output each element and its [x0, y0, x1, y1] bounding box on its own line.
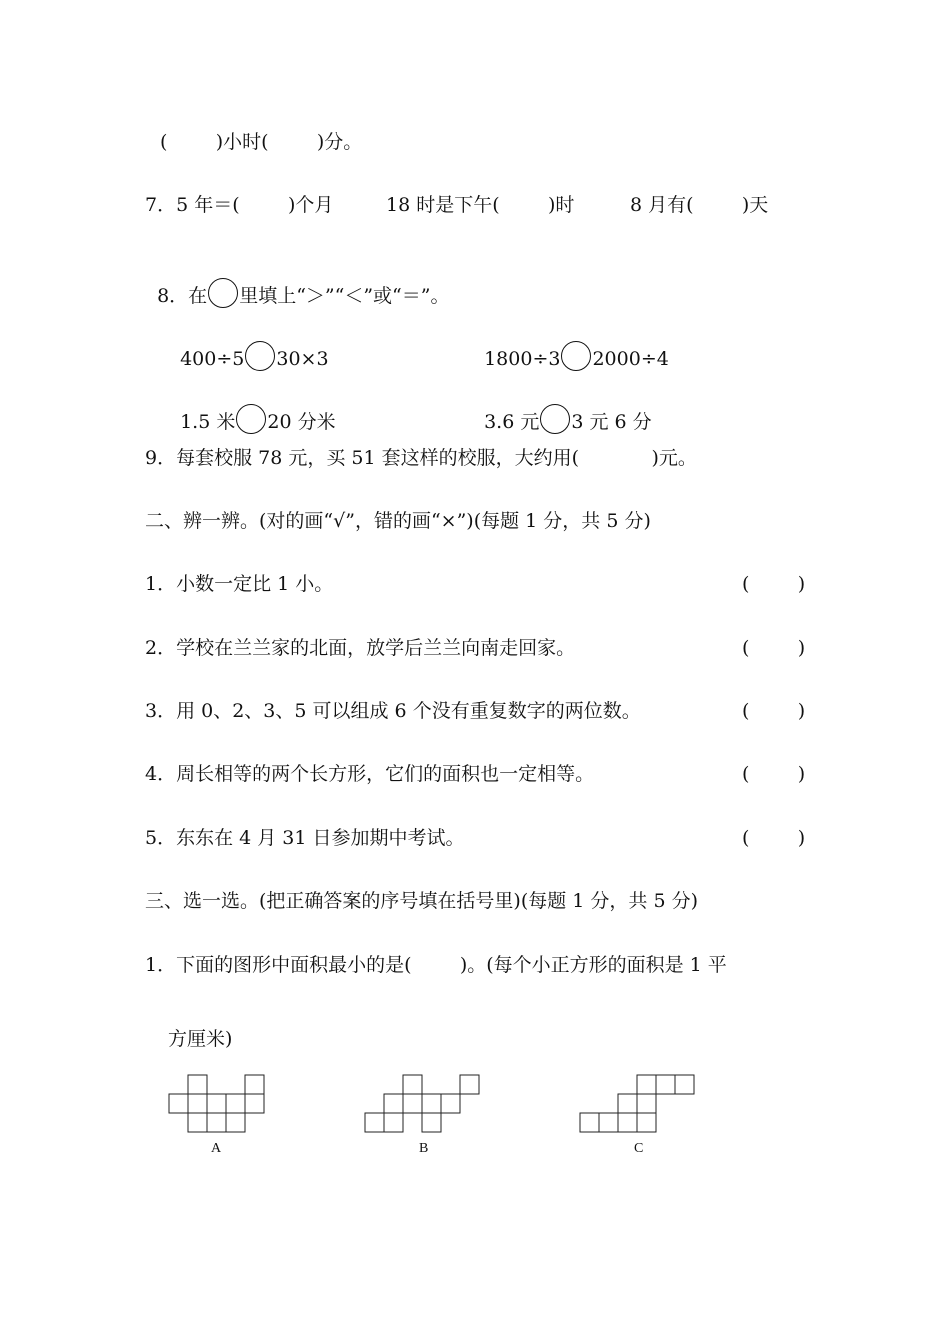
compare-circle[interactable] [245, 341, 275, 371]
grid-square [169, 1094, 188, 1113]
grid-square [226, 1113, 245, 1132]
grid-square [207, 1113, 226, 1132]
grid-square [207, 1094, 226, 1113]
grid-square [618, 1094, 637, 1113]
compare-item-1 [168, 317, 329, 371]
figure-b-grid [361, 1073, 481, 1143]
judge-item-3: 3．用 0、2、3、5 可以组成 6 个没有重复数字的两位数。 [145, 700, 641, 722]
judge-item-2: 2．学校在兰兰家的北面，放学后兰兰向南走回家。 [145, 637, 576, 659]
grid-square [384, 1094, 403, 1113]
grid-square [188, 1113, 207, 1132]
grid-square [460, 1075, 479, 1094]
grid-square [384, 1113, 403, 1132]
figure-c-label: C [634, 1141, 644, 1156]
compare-right: 2000÷4 [592, 348, 669, 370]
compare-right: 20 分米 [267, 411, 336, 433]
choice-question-1: 1．下面的图形中面积最小的是( )。(每个小正方形的面积是 1 平 [145, 954, 727, 976]
grid-square [403, 1075, 422, 1094]
compare-circle[interactable] [540, 404, 570, 434]
choice-question-1-cont: 方厘米) [168, 1028, 233, 1050]
compare-left: 3.6 元 [484, 411, 540, 433]
grid-square [226, 1094, 245, 1113]
question-7-august-days: 8 月有( )天 [630, 194, 769, 216]
judge-item-1: 1．小数一定比 1 小。 [145, 573, 334, 595]
compare-left: 400÷5 [180, 348, 245, 370]
grid-square [188, 1094, 207, 1113]
answer-paren[interactable]: ( ) [742, 700, 806, 722]
grid-square [656, 1075, 675, 1094]
grid-square [422, 1094, 441, 1113]
question-8-suffix: 里填上“＞”“＜”或“＝”。 [239, 285, 450, 307]
grid-square [441, 1094, 460, 1113]
section-3-title: 三、选一选。(把正确答案的序号填在括号里)(每题 1 分，共 5 分) [145, 890, 698, 912]
compare-item-4 [472, 380, 652, 434]
grid-square [675, 1075, 694, 1094]
question-9: 9．每套校服 78 元，买 51 套这样的校服，大约用( )元。 [145, 447, 697, 469]
section-2-title: 二、辨一辨。(对的画“√”，错的画“×”)(每题 1 分，共 5 分) [145, 510, 651, 532]
question-8-prompt [145, 254, 449, 308]
question-8-prefix: 8．在 [157, 285, 208, 307]
grid-square [637, 1075, 656, 1094]
question-7-afternoon: 18 时是下午( )时 [386, 194, 575, 216]
compare-right: 30×3 [276, 348, 329, 370]
grid-square [403, 1094, 422, 1113]
answer-paren[interactable]: ( ) [742, 827, 806, 849]
compare-item-2 [472, 317, 669, 371]
compare-circle[interactable] [236, 404, 266, 434]
answer-paren[interactable]: ( ) [742, 763, 806, 785]
grid-square [618, 1113, 637, 1132]
answer-paren[interactable]: ( ) [742, 637, 806, 659]
fill-blank-hours-minutes: ( )小时( )分。 [160, 131, 363, 153]
compare-right: 3 元 6 分 [571, 411, 652, 433]
grid-square [580, 1113, 599, 1132]
question-7-months: 7．5 年＝( )个月 [145, 194, 334, 216]
judge-item-4: 4．周长相等的两个长方形，它们的面积也一定相等。 [145, 763, 595, 785]
compare-left: 1.5 米 [180, 411, 236, 433]
grid-square [365, 1113, 384, 1132]
grid-square [599, 1113, 618, 1132]
compare-circle[interactable] [561, 341, 591, 371]
compare-item-3 [168, 380, 336, 434]
figure-a-grid [165, 1073, 275, 1143]
answer-paren[interactable]: ( ) [742, 573, 806, 595]
grid-square [637, 1113, 656, 1132]
judge-item-5: 5．东东在 4 月 31 日参加期中考试。 [145, 827, 465, 849]
grid-square [245, 1094, 264, 1113]
circle-icon [208, 278, 238, 308]
grid-square [637, 1094, 656, 1113]
compare-left: 1800÷3 [484, 348, 561, 370]
grid-square [245, 1075, 264, 1094]
figure-b-label: B [419, 1141, 429, 1156]
grid-square [422, 1113, 441, 1132]
figure-a-label: A [211, 1141, 222, 1156]
figure-c-grid [576, 1073, 701, 1143]
grid-square [188, 1075, 207, 1094]
